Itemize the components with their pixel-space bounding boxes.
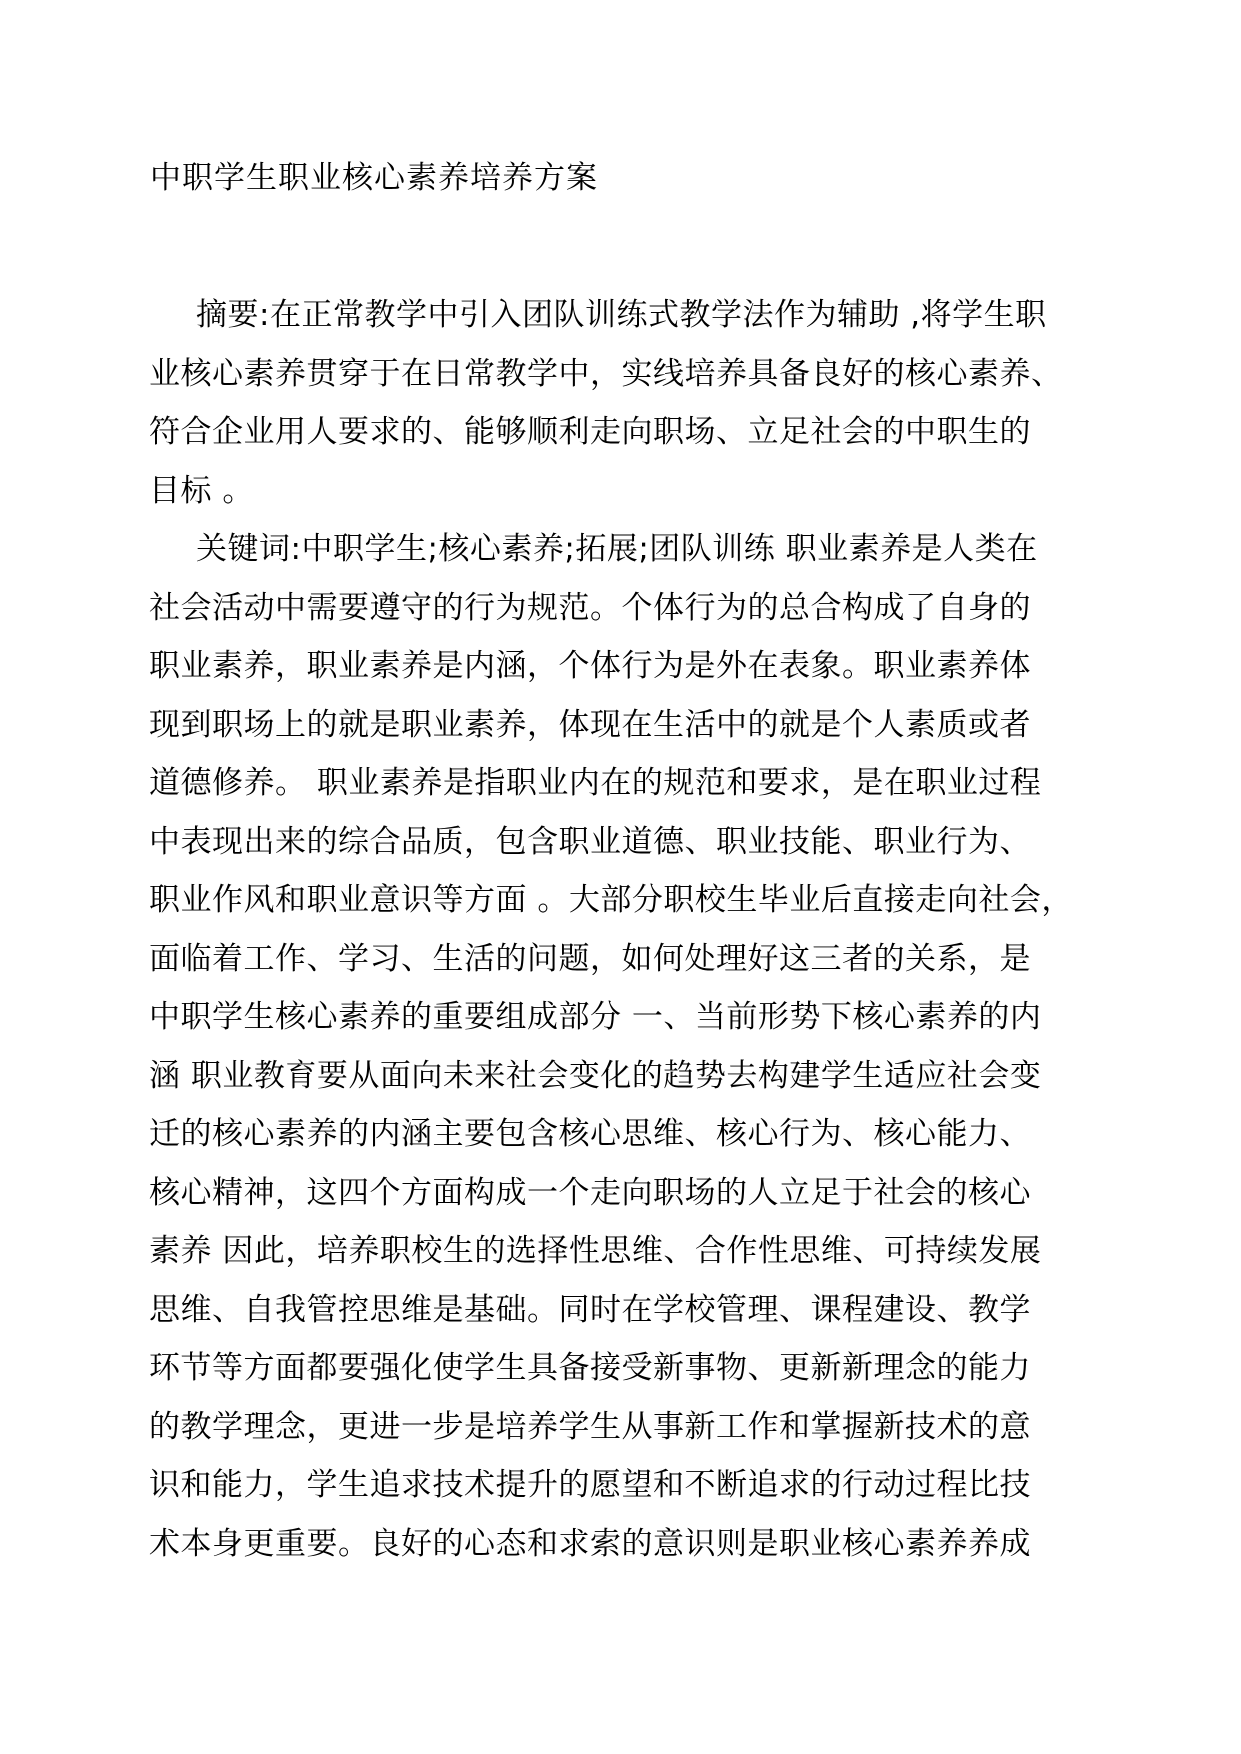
body-line: 的教学理念，更进一步是培养学生从事新工作和掌握新技术的意 [149, 1408, 1031, 1445]
body-line: 思维、自我管控思维是基础。同时在学校管理、课程建设、教学 [149, 1291, 1031, 1328]
body-line: 关键词:中职学生;核心素养;拓展;团队训练 职业素养是人类在 [196, 531, 1038, 567]
body-line: 迁的核心素养的内涵主要包含核心思维、核心行为、核心能力、 [149, 1116, 1031, 1152]
body-line: 职业作风和职业意识等方面 。大部分职校生毕业后直接走向社会， [149, 882, 1073, 918]
body-line: 核心精神，这四个方面构成一个走向职场的人立足于社会的核心 [149, 1174, 1031, 1211]
body-line: 识和能力，学生追求技术提升的愿望和不断追求的行动过程比技 [149, 1467, 1031, 1503]
body-line: 素养 因此，培养职校生的选择性思维、合作性思维、可持续发展 [149, 1233, 1042, 1269]
body-line: 中职学生核心素养的重要组成部分 一、当前形势下核心素养的内 [149, 999, 1042, 1035]
document-title: 中职学生职业核心素养培养方案 [150, 160, 598, 196]
body-line: 道德修养。 职业素养是指职业内在的规范和要求，是在职业过程 [149, 765, 1042, 801]
body-line: 涵 职业教育要从面向未来社会变化的趋势去构建学生适应社会变 [149, 1057, 1042, 1094]
body-line: 摘要:在正常教学中引入团队训练式教学法作为辅助 ,将学生职 [196, 297, 1047, 333]
body-line: 符合企业用人要求的、能够顺利走向职场、立足社会的中职生的 [149, 414, 1031, 450]
body-line: 职业素养，职业素养是内涵，个体行为是外在表象。职业素养体 [149, 648, 1031, 684]
body-line: 社会活动中需要遵守的行为规范。个体行为的总合构成了自身的 [149, 589, 1031, 626]
body-line: 面临着工作、学习、生活的问题，如何处理好这三者的关系，是 [149, 940, 1031, 977]
body-line: 现到职场上的就是职业素养，体现在生活中的就是个人素质或者 [149, 706, 1031, 743]
body-line: 业核心素养贯穿于在日常教学中，实线培养具备良好的核心素养、 [149, 355, 1063, 392]
body-line: 中表现出来的综合品质，包含职业道德、职业技能、职业行为、 [149, 823, 1031, 860]
body-line: 术本身更重要。良好的心态和求索的意识则是职业核心素养养成 [149, 1525, 1031, 1562]
document-body [149, 286, 1109, 1573]
body-line: 环节等方面都要强化使学生具备接受新事物、更新新理念的能力 [149, 1350, 1031, 1386]
body-line: 目标 。 [149, 472, 254, 509]
